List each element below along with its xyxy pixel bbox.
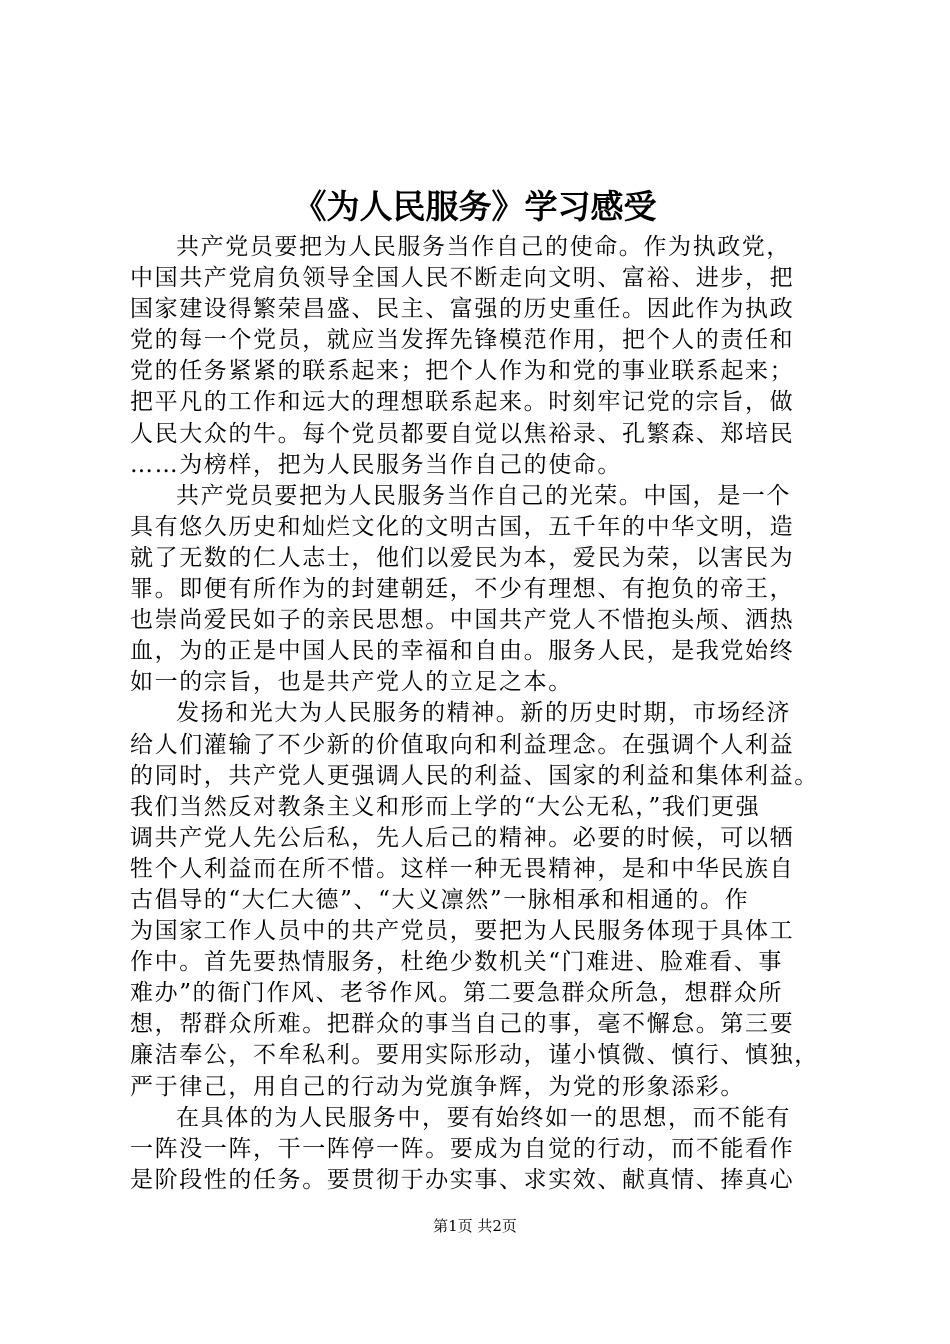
text-line: 就了无数的仁人志士，他们以爱民为本，爱民为荣，以害民为 [130,544,795,571]
text-line: 也崇尚爱民如子的亲民思想。中国共产党人不惜抱头颅、洒热 [130,607,795,634]
text-line: 给人们灌输了不少新的价值取向和利益理念。在强调个人利益 [130,731,795,758]
paragraph-4 [130,1103,850,1196]
paragraph-2 [130,481,850,699]
text-line: 党的任务紧紧的联系起来；把个人作为和党的事业联系起来； [130,358,795,385]
text-line: 的同时，共产党人更强调人民的利益、国家的利益和集体利益。 [130,762,819,789]
text-line: 为国家工作人员中的共产党员，要把为人民服务体现于具体工 [130,918,795,945]
text-line: 把平凡的工作和远大的理想联系起来。时刻牢记党的宗旨，做 [130,389,795,416]
text-line: 罪。即便有所作为的封建朝廷，不少有理想、有抱负的帝王， [130,576,795,603]
text-line: 发扬和光大为人民服务的精神。新的历史时期，市场经济 [176,700,791,727]
text-line: 是阶段性的任务。要贯彻于办实事、求实效、献真情、捧真心 [130,1166,795,1193]
text-line: 中国共产党肩负领导全国人民不断走向文明、富裕、进步，把 [130,265,795,292]
text-line: 牲个人利益而在所不惜。这样一种无畏精神，是和中华民族自 [130,855,795,882]
text-line: 在具体的为人民服务中，要有始终如一的思想，而不能有 [176,1104,791,1131]
text-line: 人民大众的牛。每个党员都要自觉以焦裕录、孔繁森、郑培民 [130,420,795,447]
text-line: 如一的宗旨，也是共产党人的立足之本。 [130,669,573,696]
text-line: 我们当然反对教条主义和形而上学的“大公无私，”我们更强 [130,793,761,820]
text-line: 党的每一个党员，就应当发挥先锋模范作用，把个人的责任和 [130,327,795,354]
text-line: 共产党员要把为人民服务当作自己的使命。作为执政党， [176,234,791,260]
text-line: 作中。首先要热情服务，杜绝少数机关“门难进、脸难看、事 [130,949,783,976]
text-line: 古倡导的“大仁大德”、“大义凛然”一脉相承和相通的。作 [130,886,750,913]
text-line: 共产党员要把为人民服务当作自己的光荣。中国，是一个 [176,482,791,509]
page-footer: 第1页 共2页 [433,1217,517,1235]
text-line: 想，帮群众所难。把群众的事当自己的事，毫不懈怠。第三要 [130,1011,795,1038]
paragraph-1 [130,232,850,481]
text-line: 血，为的正是中国人民的幸福和自由。服务人民，是我党始终 [130,638,795,665]
text-line: 一阵没一阵，干一阵停一阵。要成为自觉的行动，而不能看作 [130,1135,795,1162]
text-line: 国家建设得繁荣昌盛、民主、富强的历史重任。因此作为执政 [130,296,795,323]
text-line: ……为榜样，把为人民服务当作自己的使命。 [130,451,622,478]
text-line: 具有悠久历史和灿烂文化的文明古国，五千年的中华文明，造 [130,513,795,540]
text-line: 严于律己，用自己的行动为党旗争辉，为党的形象添彩。 [130,1073,745,1100]
paragraph-3 [130,698,850,1102]
page-title: 《为人民服务》学习感受 [293,187,657,226]
text-line: 难办”的衙门作风、老爷作风。第二要急群众所急，想群众所 [130,980,783,1007]
text-line: 调共产党人先公后私，先人后己的精神。必要的时候，可以牺 [130,824,795,851]
document-body [130,232,850,1196]
text-line: 廉洁奉公，不牟私利。要用实际形动，谨小慎微、慎行、慎独， [130,1042,819,1069]
